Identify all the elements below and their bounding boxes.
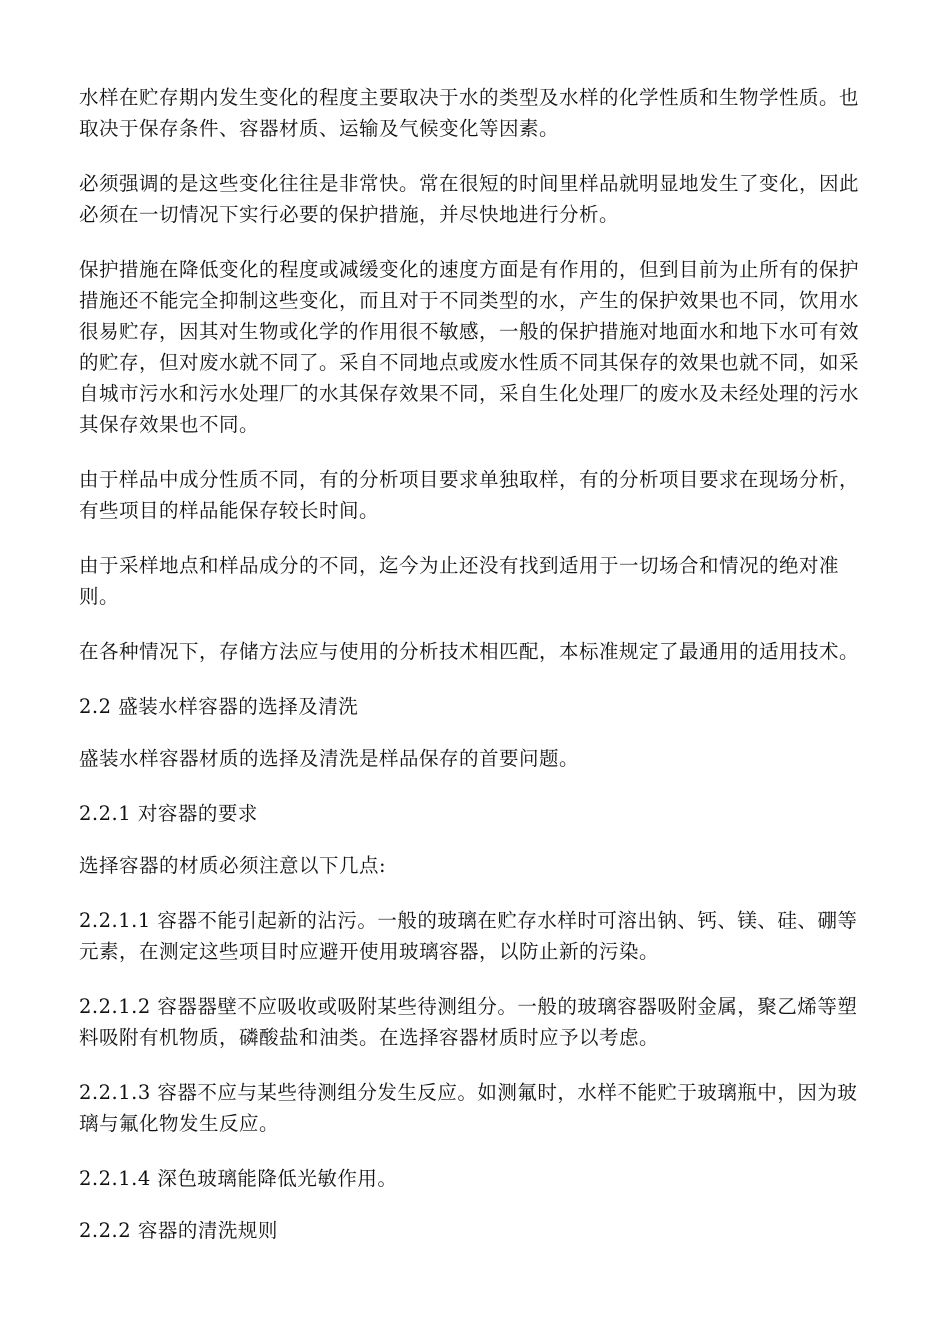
section-heading-2-2-1: 2.2.1 对容器的要求 [79, 802, 258, 825]
paragraph-material-notes-intro: 选择容器的材质必须注意以下几点: [79, 854, 387, 877]
paragraph-storage-change-factors: 水样在贮存期内发生变化的程度主要取决于水的类型及水样的化学性质和生物学性质。也取决于保存条件、容器材质、运输及气候变化等因素。 [79, 86, 860, 140]
section-heading-2-2: 2.2 盛装水样容器的选择及清洗 [79, 695, 359, 718]
section-heading-2-2-2: 2.2.2 容器的清洗规则 [79, 1219, 278, 1242]
paragraph-sample-composition: 由于样品中成分性质不同，有的分析项目要求单独取样，有的分析项目要求在现场分析，有些项目的样品能保存较长时间。 [79, 468, 860, 522]
paragraph-storage-method-match: 在各种情况下，存储方法应与使用的分析技术相匹配，本标准规定了最通用的适用技术。 [79, 640, 860, 663]
paragraph-rapid-change-emphasis: 必须强调的是这些变化往往是非常快。常在很短的时间里样品就明显地发生了变化，因此必须在一切情况下实行必要的保护措施，并尽快地进行分析。 [79, 172, 860, 226]
document-page [79, 82, 869, 1267]
item-2-2-1-3: 2.2.1.3 容器不应与某些待测组分发生反应。如测氟时，水样不能贮于玻璃瓶中，因为玻璃与氟化物发生反应。 [79, 1081, 858, 1135]
item-2-2-1-4: 2.2.1.4 深色玻璃能降低光敏作用。 [79, 1167, 398, 1190]
item-2-2-1-1: 2.2.1.1 容器不能引起新的沾污。一般的玻璃在贮存水样时可溶出钠、钙、镁、硅、硼等元素，在测定这些项目时应避开使用玻璃容器，以防止新的污染。 [79, 909, 858, 963]
item-2-2-1-2: 2.2.1.2 容器器壁不应吸收或吸附某些待测组分。一般的玻璃容器吸附金属，聚乙烯等塑料吸附有机物质，磷酸盐和油类。在选择容器材质时应予以考虑。 [79, 995, 858, 1049]
paragraph-container-selection: 盛装水样容器材质的选择及清洗是样品保存的首要问题。 [79, 747, 580, 770]
paragraph-protection-measures: 保护措施在降低变化的程度或减缓变化的速度方面是有作用的，但到目前为止所有的保护措施还不能完全抑制这些变化，而且对于不同类型的水，产生的保护效果也不同，饮用水很易贮存，因其对生物或化学的作用很不敏感，一般的保护措施对地面水和地下水可有效的贮存，但对废水就不同了。采自不同地点或废水性质不同其保存的效果也就不同，如采自城市污水和污水处理厂的水其保存效果不同，采自生化处理厂的废水及未经处理的污水其保存效果也不同。 [79, 258, 860, 436]
paragraph-no-absolute-rule: 由于采样地点和样品成分的不同，迄今为止还没有找到适用于一切场合和情况的绝对准则。 [79, 554, 840, 608]
